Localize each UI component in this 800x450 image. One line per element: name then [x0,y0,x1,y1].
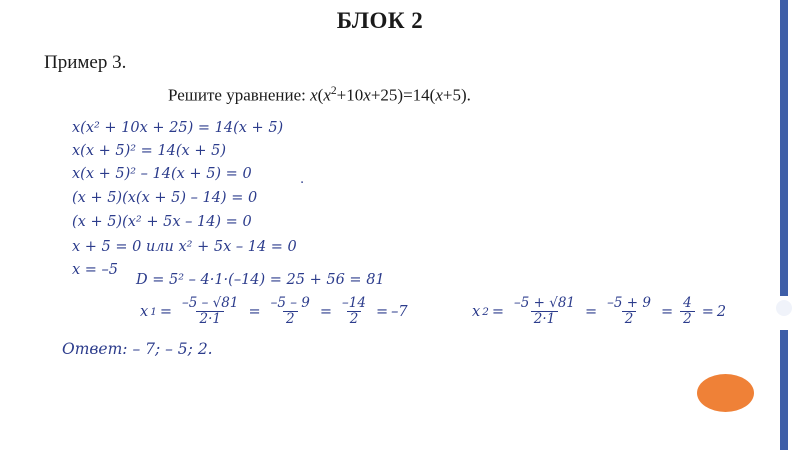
solution-line-7: x = –5 [72,262,119,278]
discriminant-line: D = 5² – 4·1·(–14) = 25 + 56 = 81 [136,272,385,288]
task-x1: x [310,85,318,105]
root-x1-eq2: = [248,303,261,320]
root-x2-f2-num: –5 + 9 [607,295,651,311]
task-close-eq: )=14( [397,85,436,105]
task-x2: x [323,85,331,105]
root-x1-f2-den: 2 [283,311,298,327]
rail-bar-bottom [780,330,788,450]
root-x1-expression [140,296,408,327]
task-prefix: Решите уравнение: [168,85,306,105]
root-x2-f1-num: –5 + √81 [514,295,576,311]
root-x2-result: 2 [716,303,727,320]
root-x1-var: x [140,303,149,320]
root-x2-var: x [472,303,481,320]
task-plus25: +25 [370,85,398,105]
root-x2-expression [472,296,726,327]
root-x1-subscript: 1 [150,305,157,318]
answer-line: Ответ: – 7; – 5; 2. [62,340,213,358]
task-x4: x [435,85,443,105]
root-x1-f3-num: –14 [342,295,366,311]
rail-bar-top [780,0,788,296]
root-x1-eq4: = [375,303,389,320]
root-x2-f3-num: 4 [683,295,692,311]
root-x2-fraction-2 [604,296,654,327]
task-plus5: +5 [442,85,461,105]
root-x2-eq4: = [701,303,714,320]
slide-title: БЛОК 2 [336,8,424,33]
solution-line-1: x(x² + 10x + 25) = 14(x + 5) [72,120,284,136]
task-exponent: 2 [330,84,337,97]
root-x2-subscript: 2 [482,305,489,318]
root-x2-fraction-1 [511,296,578,327]
solution-line-3: x(x + 5)² – 14(x + 5) = 0 [72,166,252,182]
rail-dot [776,300,792,316]
root-x2-f1-den: 2·1 [531,311,558,327]
root-x1-f1-num: –5 – √81 [182,295,239,311]
stray-dot-mark: . [300,172,305,187]
solution-line-6: x + 5 = 0 или x² + 5x – 14 = 0 [72,239,297,255]
task-statement [168,84,471,106]
root-x1-result: –7 [391,303,408,320]
root-x2-f3-den: 2 [680,311,695,327]
solution-line-5: (x + 5)(x² + 5x – 14) = 0 [72,214,252,230]
orange-ellipse-decoration [697,374,754,412]
task-x3: x [363,85,371,105]
root-x2-eq3: = [661,303,674,320]
root-x2-fraction-3 [680,296,695,327]
root-x2-eq1: = [491,303,504,320]
root-x1-eq1: = [159,303,172,320]
task-open: ( [317,85,324,105]
root-x1-eq3: = [319,303,333,320]
task-end: ). [460,85,471,105]
root-x1-fraction-1 [179,296,241,327]
root-x1-f1-den: 2·1 [196,311,223,327]
root-x2-eq2: = [585,303,598,320]
root-x1-fraction-2 [268,296,313,327]
example-label: Пример 3. [44,52,127,73]
right-decoration-rail [774,0,800,450]
root-x1-f2-num: –5 – 9 [270,295,310,311]
solution-line-4: (x + 5)(x(x + 5) – 14) = 0 [72,190,258,206]
root-x1-fraction-3 [339,296,369,327]
task-plus10x: +10 [336,85,364,105]
root-x2-f2-den: 2 [622,311,637,327]
solution-line-2: x(x + 5)² = 14(x + 5) [72,143,226,159]
root-x1-f3-den: 2 [347,311,362,327]
